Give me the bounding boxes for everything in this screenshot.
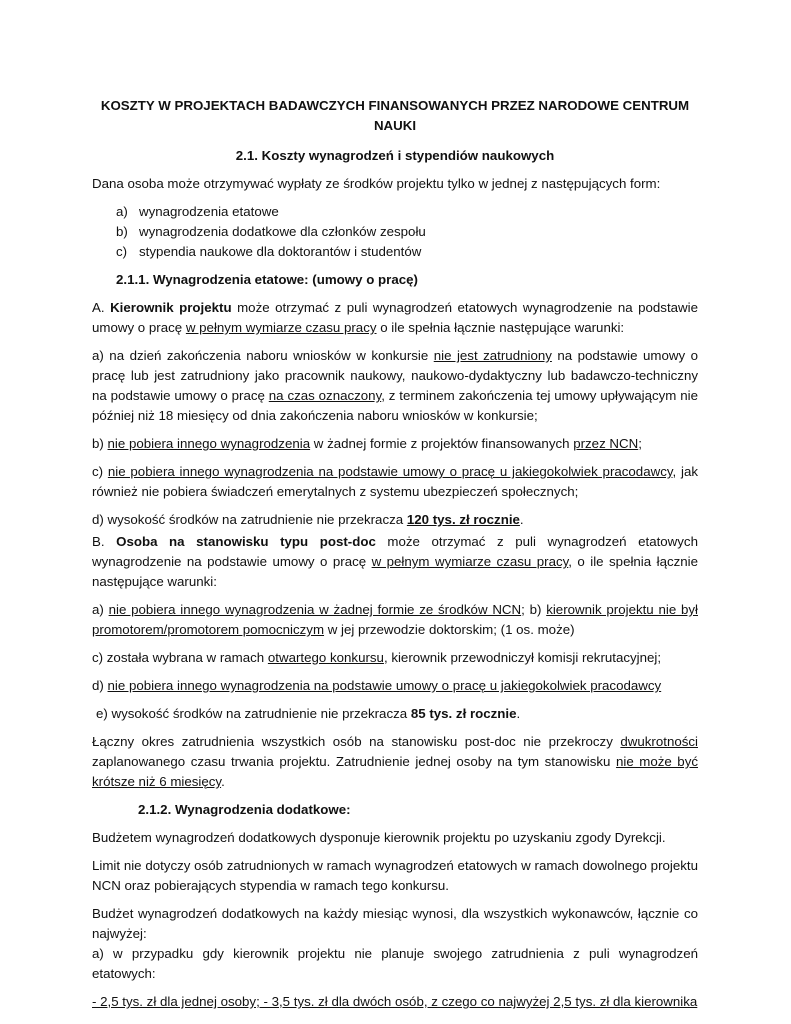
- condition-B-d: d) nie pobiera innego wynagrodzenia na podstawie umowy o pracę u jakiegokolwiek pracodawcy: [92, 678, 662, 693]
- condition-A-d: d) wysokość środków na zatrudnienie nie przekracza 120 tys. zł rocznie.: [92, 512, 524, 527]
- postdoc-total-paragraph: Łączny okres zatrudnienia wszystkich osób na stanowisku post-doc nie przekroczy dwukrotności zaplanowanego czasu trwania projektu. Zatrudnienie jednej osoby na tym stanowisku nie może być krótsze niż 6 miesięcy.: [92, 734, 699, 789]
- condition-B-e: e) wysokość środków na zatrudnienie nie przekracza 85 tys. zł rocznie.: [96, 706, 521, 721]
- payment-forms-list: [92, 202, 698, 262]
- condition-A-b: b) nie pobiera innego wynagrodzenia w żadnej formie z projektów finansowanych przez NCN;: [92, 436, 642, 451]
- section-heading-2-1: 2.1. Koszty wynagrodzeń i stypendiów naukowych: [235, 148, 555, 163]
- list-item: b) wynagrodzenia dodatkowe dla członków zespołu: [116, 224, 426, 239]
- extra-paragraph-3: Budżet wynagrodzeń dodatkowych na każdy miesiąc wynosi, dla wszystkich wykonawców, łącznie co najwyżej:: [92, 906, 698, 941]
- extra-paragraph-1: Budżetem wynagrodzeń dodatkowych dysponuje kierownik projektu po uzyskaniu zgody Dyrekcji.: [92, 830, 666, 845]
- section-heading-2-1-2: 2.1.2. Wynagrodzenia dodatkowe:: [138, 802, 351, 817]
- document-title: KOSZTY W PROJEKTACH BADAWCZYCH FINANSOWANYCH PRZEZ NARODOWE CENTRUM NAUKI: [100, 98, 690, 133]
- condition-B-a-b: a) nie pobiera innego wynagrodzenia w żadnej formie ze środków NCN; b) kierownik projektu nie był promotorem/promotorem pomocniczym w jej przewodzie doktorskim; (1 os. może): [92, 602, 698, 637]
- condition-A-c: c) nie pobiera innego wynagrodzenia na podstawie umowy o pracę u jakiegokolwiek pracodawcy, jak również nie pobiera świadczeń emerytalnych z systemu ubezpieczeń społecznych;: [92, 464, 698, 499]
- extra-paragraph-2: Limit nie dotyczy osób zatrudnionych w ramach wynagrodzeń etatowych w ramach dowolnego projektu NCN oraz pobierających stypendia w ramach tego konkursu.: [92, 858, 698, 893]
- section-heading-2-1-1: 2.1.1. Wynagrodzenia etatowe: (umowy o pracę): [116, 272, 418, 287]
- condition-B-c: c) została wybrana w ramach otwartego konkursu, kierownik przewodniczył komisji rekrutacyjnej;: [92, 650, 662, 665]
- extra-paragraph-4: a) w przypadku gdy kierownik projektu nie planuje swojego zatrudnienia z puli wynagrodzeń etatowych:: [92, 946, 698, 981]
- extra-paragraph-5: - 2,5 tys. zł dla jednej osoby; - 3,5 tys. zł dla dwóch osób, z czego co najwyżej 2,5 tys. zł dla kierownika: [92, 994, 698, 1009]
- intro-paragraph: Dana osoba może otrzymywać wypłaty ze środków projektu tylko w jednej z następujących form:: [92, 176, 661, 191]
- paragraph-B-postdoc: B. Osoba na stanowisku typu post-doc może otrzymać z puli wynagrodzeń etatowych wynagrodzenie na podstawie umowy o pracę w pełnym wymiarze czasu pracy, o ile spełnia łącznie następujące warunki:: [92, 534, 699, 589]
- list-item: c) stypendia naukowe dla doktorantów i studentów: [116, 244, 422, 259]
- list-item: a) wynagrodzenia etatowe: [116, 204, 279, 219]
- paragraph-A-project-leader: A. Kierownik projektu może otrzymać z puli wynagrodzeń etatowych wynagrodzenie na podstawie umowy o pracę w pełnym wymiarze czasu pracy o ile spełnia łącznie następujące warunki:: [92, 300, 698, 335]
- condition-A-a: a) na dzień zakończenia naboru wniosków w konkursie nie jest zatrudniony na podstawie umowy o pracę lub jest zatrudniony jako pracownik naukowy, naukowo-dydaktyczny lub badawczo-techniczny na podstawie umowy o pracę na czas oznaczony, z terminem zakończenia tej umowy upływającym nie później niż 18 miesięcy od dnia zakończenia naboru wniosków w konkursie;: [92, 348, 698, 423]
- document-body: [92, 96, 698, 1020]
